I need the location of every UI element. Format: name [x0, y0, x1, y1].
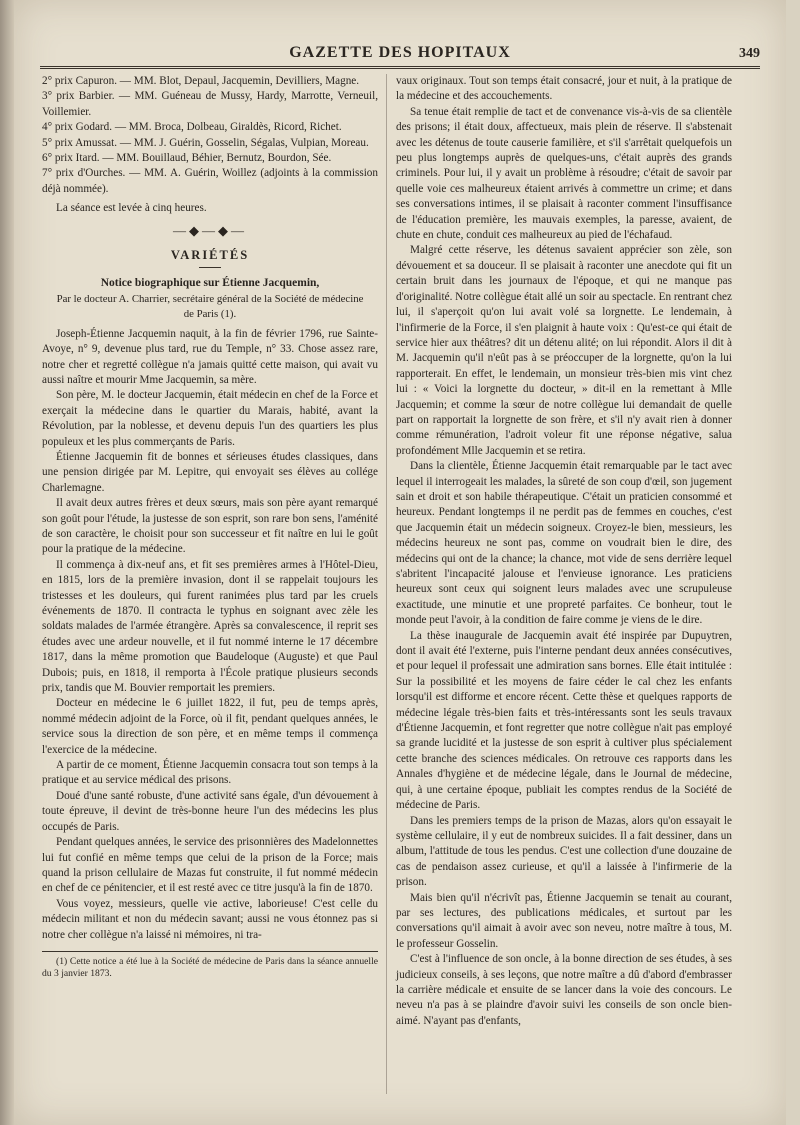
byline-line: de Paris (1).	[183, 308, 237, 321]
prize-entry: 6° prix Itard. — MM. Bouillaud, Béhier, Bernutz, Bourdon, Sée.	[42, 152, 332, 165]
article-paragraph: La thèse inaugurale de Jacquemin avait été inspirée par Dupuytren, dont il avait été l'externe, puis l'interne pendant deux années consécutives, et pour lequel il professait une admiration sans bornes. Elle était intitulée : Sur la possibilité et les moyens de faire céder le cal chez les enfants lorsqu'il est difforme et encore récent. Cette thèse et quelques rapports de médecine légale très-bien faits et très-intéressants sont les seuls travaux d'Étienne Jacquemin, et font regretter que notre collègue n'ait pas employé sa grande lucidité et la justesse de son esprit à cultiver plus spécialement cette branche des sciences médicales. On retrouve ces rapports dans les Annales d'hygiène et de médecine légale, dans le Journal de médecine, qui, à une certaine époque, publiait les comptes rendus de la Société de médecine de Paris.	[396, 629, 732, 812]
article-paragraph: Dans les premiers temps de la prison de Mazas, alors qu'on essayait le système cellulaire, il y eut de nombreux suicides. Il a fait dessiner, dans un album, l'attitude de tous les pendus. C'est une collection d'une douzaine de cas de pendaison assez curieuse, et qu'il a laissée à l'infirmerie de la prison.	[396, 814, 732, 889]
article-title: Notice biographique sur Étienne Jacquemin,	[100, 277, 320, 290]
journal-title: GAZETTE DES HOPITAUX	[289, 44, 511, 61]
prize-entry: 5° prix Amussat. — MM. J. Guérin, Gosselin, Ségalas, Vulpian, Moreau.	[42, 136, 369, 149]
article-paragraph: Docteur en médecine le 6 juillet 1822, il fut, peu de temps après, nommé médecin adjoint de la Force, où il fit, pendant quelques années, le service sous la direction de son père, et en même temps il commença l'exercice de la médecine.	[42, 697, 378, 756]
footnote: (1) Cette notice a été lue à la Société de médecine de Paris dans la séance annuelle du 3 janvier 1873.	[42, 955, 378, 979]
article-paragraph: A partir de ce moment, Étienne Jacquemin consacra tout son temps à la pratique et au service médical des prisons.	[42, 759, 378, 787]
article-paragraph: Son père, M. le docteur Jacquemin, était médecin en chef de la Force et exerçait la médecine dans le quartier du Marais, habité, avant la Révolution, par la noblesse, et devenu depuis l'un des quartiers les plus populeux et les plus commerçants de Paris.	[42, 389, 378, 448]
article-paragraph: Mais bien qu'il n'écrivît pas, Étienne Jacquemin se tenait au courant, par ses lectures, des publications médicales, et surtout par les conversations qu'il aimait à avoir avec son neveu, notre maître à tous, M. le professeur Gosselin.	[396, 891, 732, 950]
ornament-divider: —◆—◆—	[173, 222, 247, 238]
prize-entry: 2° prix Capuron. — MM. Blot, Depaul, Jacquemin, Devilliers, Magne.	[42, 75, 360, 87]
footnote-rule	[42, 951, 378, 952]
article-paragraph: vaux originaux. Tout son temps était consacré, jour et nuit, à la pratique de la médecine et des accouchements.	[396, 75, 732, 103]
prize-entry: 3° prix Barbier. — MM. Guéneau de Mussy, Hardy, Marrotte, Verneuil, Voillemier.	[42, 90, 378, 118]
byline-line: Par le docteur A. Charrier, secrétaire général de la Société de médecine	[56, 292, 364, 305]
page-header	[40, 40, 760, 69]
article-paragraph: C'est à l'influence de son oncle, à la bonne direction de ses études, à ses judicieux conseils, à ses leçons, que notre maître a dû d'abord d'embrasser la carrière médicale et ensuite de se lancer dans la voie des concours. Le neveu n'a pas à se plaindre d'avoir suivi les conseils de son oncle bien-aimé. N'ayant pas d'enfants,	[396, 953, 732, 1027]
left-column	[42, 74, 378, 980]
prize-entry: 7° prix d'Ourches. — MM. A. Guérin, Woillez (adjoints à la commission déjà nommée).	[42, 167, 378, 195]
article-paragraph: Malgré cette réserve, les détenus savaient apprécier son zèle, son dévouement et sa douceur. Il se plaisait à raconter une anecdote qui fit un certain bruit dans les journaux de l'époque, et qui ne manque pas d'originalité. Notre collègue était allé un soir au spectacle. En rentrant chez lui, il s'aperçoit qu'on lui avait volé sa lorgnette. Le lendemain, à l'infirmerie de la Force, il s'en plaignit à haute voix : Qu'est-ce qui était de service hier aux théâtres? dit un détenu alité; on lui répondit. Alors il dit à M. Jacquemin qu'il n'eût pas à se préoccuper de la lorgnette, qu'on la lui rapporterait. En effet, le lendemain, un monsieur très-bien mis vint chez lui : « Voici la lorgnette du docteur, » dit-il en la remettant à Mlle Jacquemin; et comme la sœur de notre collègue lui demandait de quelle part on rapportait la lorgnette de son frère, et s'il n'y avait rien à donner comme rémunération, l'adroit voleur fit une réponse négative, salua profondément Mlle Jacquemin et se retira.	[396, 244, 732, 457]
article-paragraph: Il commença à dix-neuf ans, et fit ses premières armes à l'Hôtel-Dieu, en 1815, lors de la première invasion, dont il se rappelait toujours les tristesses et les douleurs, qui furent ranimées plus tard par les cruels événements de 1870. Il contracta le typhus en soignant avec zèle les soldats malades de l'armée étrangère. Après sa convalescence, il reprit ses études avec une ardeur nouvelle, et il fut nommé interne le 17 décembre 1817, dans la même promotion que Baudeloque (Auguste) et que Paul Dubois; puis, en 1818, il remporta à l'École pratique plusieurs seconds prix, tandis que M. Bouvier remportait les premiers.	[42, 558, 378, 695]
article-byline	[42, 292, 378, 323]
article-paragraph: Pendant quelques années, le service des prisonnières des Madelonnettes lui fut confié en même temps que celui de la prison de la Force; mais quand la prison cellulaire de Mazas fut construite, il fut nommé médecin en chef de ce pénitencier, et il est resté avec ce titre jusqu'à la fin de 1870.	[42, 836, 378, 895]
column-divider	[386, 74, 387, 1094]
article-paragraph: Sa tenue était remplie de tact et de convenance vis-à-vis de sa clientèle des prisons; il était doux, affectueux, mais plein de réserve. Il s'abstenait avec les détenus de toute causerie familière, et s'il s'arrêtait quelquefois un peu plus longtemps auprès de quelques-uns, c'était auprès des grands criminels. Pour lui, il y avait un problème à résoudre; c'était de savoir par quelle voie ces malheureux étaient arrivés à commettre un crime; et dans ses conversations intimes, il se plaisait à raconter comment l'insuffisance de l'éducation première, les mauvais exemples, la paresse, avaient, de chute en chute, conduit ces malheureux au pied de l'échafaud.	[396, 105, 732, 242]
article-paragraph: Vous voyez, messieurs, quelle vie active, laborieuse! C'est celle du médecin militant et non du médecin savant; aussi ne vous étonnez pas si notre cher collègue n'a laissé ni mémoires, ni tra-	[42, 897, 378, 941]
page-number: 349	[739, 46, 760, 61]
page-binding	[0, 0, 14, 1125]
right-column	[396, 74, 732, 1029]
article-paragraph: Dans la clientèle, Étienne Jacquemin était remarquable par le tact avec lequel il interrogeait les malades, la sûreté de son coup d'œil, son jugement sain et droit et son habile thérapeutique. C'était un praticien consommé et heureux. Pendant longtemps il ne perdit pas de femmes en couches, c'est que Jacquemin était un médecin soigneux. Croyez-le bien, messieurs, les médecins heureux ne sont pas, comme on voudrait bien le dire, des médecins qui ont de la chance; la chance, mot vide de sens derrière lequel s'abritent l'incapacité jalouse et l'envieuse ignorance. Les praticiens heureux sont ceux qui soignent leurs malades avec une scrupuleuse exactitude, une minutie et une propreté parfaites. Ce bonheur, tout le monde peut l'avoir, à la condition de faire comme je viens de le dire.	[396, 460, 732, 627]
prize-entry: 4° prix Godard. — MM. Broca, Dolbeau, Giraldès, Ricord, Richet.	[42, 121, 342, 134]
article-paragraph: Étienne Jacquemin fit de bonnes et sérieuses études classiques, dans une pension dirigée par M. Lepitre, qui envoyait ses élèves au collége Charlemagne.	[42, 450, 378, 494]
article-paragraph: Doué d'une santé robuste, d'une activité sans égale, d'un dévouement à toute épreuve, il devint de très-bonne heure l'un des médecins les plus occupés de Paris.	[42, 789, 378, 833]
section-title: VARIÉTÉS	[170, 248, 250, 263]
session-closing: La séance est levée à cinq heures.	[56, 202, 207, 215]
article-paragraph: Joseph-Étienne Jacquemin naquit, à la fin de février 1796, rue Sainte-Avoye, n° 9, devenue plus tard, rue du Temple, n° 33. Chose assez rare, notre cher et regretté collègue n'a jamais quitté cette maison, qui avait vu aussi naître et mourir Mme Jacquemin, sa mère.	[42, 327, 378, 386]
section-rule	[199, 267, 221, 268]
article-paragraph: Il avait deux autres frères et deux sœurs, mais son père ayant remarqué son goût pour l'étude, la justesse de son esprit, son rare bon sens, l'aménité de son caractère, le choisit pour son successeur et fit naître en lui le goût pour la pratique de la médecine.	[42, 497, 378, 556]
